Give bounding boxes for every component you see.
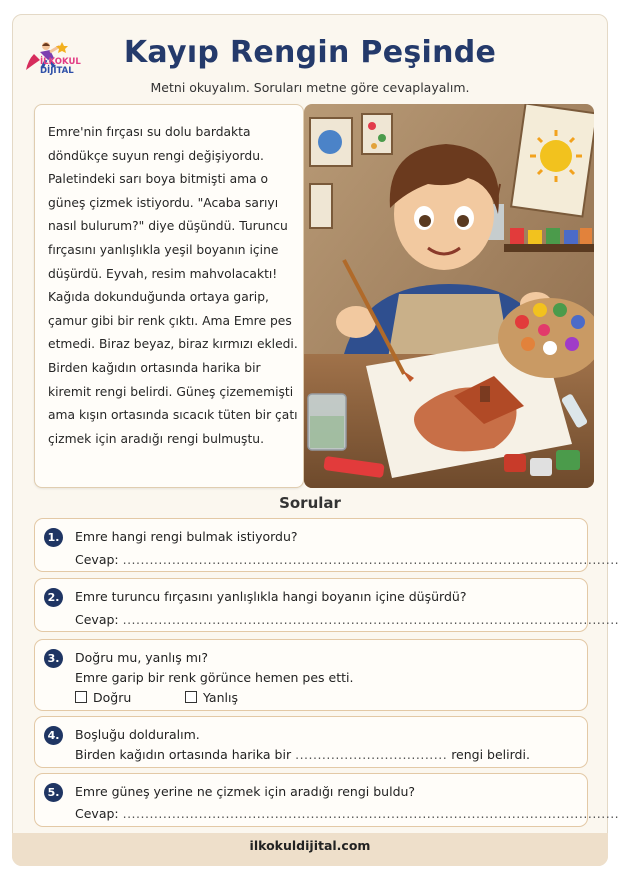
question-number: 5. bbox=[44, 783, 63, 802]
answer-label: Cevap: bbox=[75, 806, 119, 821]
question-number: 3. bbox=[44, 649, 63, 668]
question-5-card bbox=[34, 773, 620, 827]
story-line: etmedi. Biraz beyaz, biraz kırmızı ekledi. bbox=[48, 337, 298, 352]
question-text: Doğru mu, yanlış mı? bbox=[75, 650, 208, 665]
painting-boy-illustration bbox=[304, 104, 594, 488]
story-line: fırçasını yanlışlıkla yeşil boyanın içine bbox=[48, 242, 279, 257]
story-line: Paletindeki sarı boya bitmişti ama o bbox=[48, 172, 269, 187]
logo-line-1: İLKOKUL bbox=[40, 57, 81, 67]
answer-dots: ............................................................................................................... bbox=[122, 612, 620, 627]
answer-line[interactable] bbox=[75, 552, 619, 567]
question-text: Emre hangi rengi bulmak istiyordu? bbox=[75, 529, 298, 544]
true-option-label: Doğru bbox=[93, 690, 132, 705]
fill-blank-line[interactable] bbox=[75, 747, 530, 762]
story-line: düşürdü. Eyvah, resim mahvolacaktı! bbox=[48, 266, 278, 281]
story-line: nasıl bulurum?" diye düşündü. Turuncu bbox=[48, 219, 288, 234]
true-checkbox[interactable] bbox=[75, 691, 87, 703]
story-line: Emre'nin fırçası su dolu bardakta bbox=[48, 125, 251, 139]
question-2-card bbox=[34, 578, 620, 632]
logo-line-2: DİJİTAL bbox=[40, 66, 74, 76]
answer-label: Cevap: bbox=[75, 612, 119, 627]
story-line: çamur gibi bir renk çıktı. Ama Emre pes bbox=[48, 313, 292, 328]
question-1-card bbox=[34, 518, 620, 572]
question-3-card bbox=[34, 639, 588, 711]
story-text bbox=[48, 121, 298, 451]
question-4-card bbox=[34, 716, 588, 768]
story-line: döndükçe suyun rengi değişiyordu. bbox=[48, 148, 264, 163]
answer-label: Cevap: bbox=[75, 552, 119, 567]
page-title: Kayıp Rengin Peşinde bbox=[123, 35, 497, 70]
story-line: Kağıda dokunduğunda ortaya garip, bbox=[48, 290, 269, 305]
false-checkbox[interactable] bbox=[185, 691, 197, 703]
fill-blank-before: Birden kağıdın ortasında harika bir bbox=[75, 747, 292, 762]
answer-line[interactable] bbox=[75, 612, 619, 627]
false-option-label: Yanlış bbox=[203, 690, 238, 705]
story-line: güneş çizmek istiyordu. "Acaba sarıyı bbox=[48, 195, 279, 210]
answer-dots: ............................................................................................................... bbox=[122, 806, 620, 821]
question-text: Boşluğu dolduralım. bbox=[75, 727, 200, 742]
page-subtitle: Metni okuyalım. Soruları metne göre cevaplayalım. bbox=[150, 80, 470, 95]
false-option[interactable] bbox=[185, 690, 238, 705]
question-number: 1. bbox=[44, 528, 63, 547]
fill-blank-after: rengi belirdi. bbox=[451, 747, 530, 762]
fill-blank-dots: .................................. bbox=[295, 747, 448, 762]
questions-heading: Sorular bbox=[279, 494, 341, 512]
story-line: kiremit rengi belirdi. Güneş çizememişti bbox=[48, 384, 294, 399]
answer-dots: ............................................................................................................... bbox=[122, 552, 620, 567]
question-text: Emre güneş yerine ne çizmek için aradığı rengi buldu? bbox=[75, 784, 416, 799]
statement-text: Emre garip bir renk görünce hemen pes etti. bbox=[75, 670, 354, 685]
question-number: 4. bbox=[44, 726, 63, 745]
story-line: çizmek için aradığı rengi bulmuştu. bbox=[48, 431, 264, 446]
true-option[interactable] bbox=[75, 690, 131, 705]
answer-line[interactable] bbox=[75, 806, 619, 821]
story-line: Birden kağıdın ortasında harika bir bbox=[48, 360, 261, 375]
question-text: Emre turuncu fırçasını yanlışlıkla hangi boyanın içine düşürdü? bbox=[75, 589, 467, 604]
question-number: 2. bbox=[44, 588, 63, 607]
footer-website: ilkokuldijital.com bbox=[249, 838, 371, 853]
story-line: ama kışın ortasında sıcacık tüten bir çatı bbox=[48, 408, 298, 423]
